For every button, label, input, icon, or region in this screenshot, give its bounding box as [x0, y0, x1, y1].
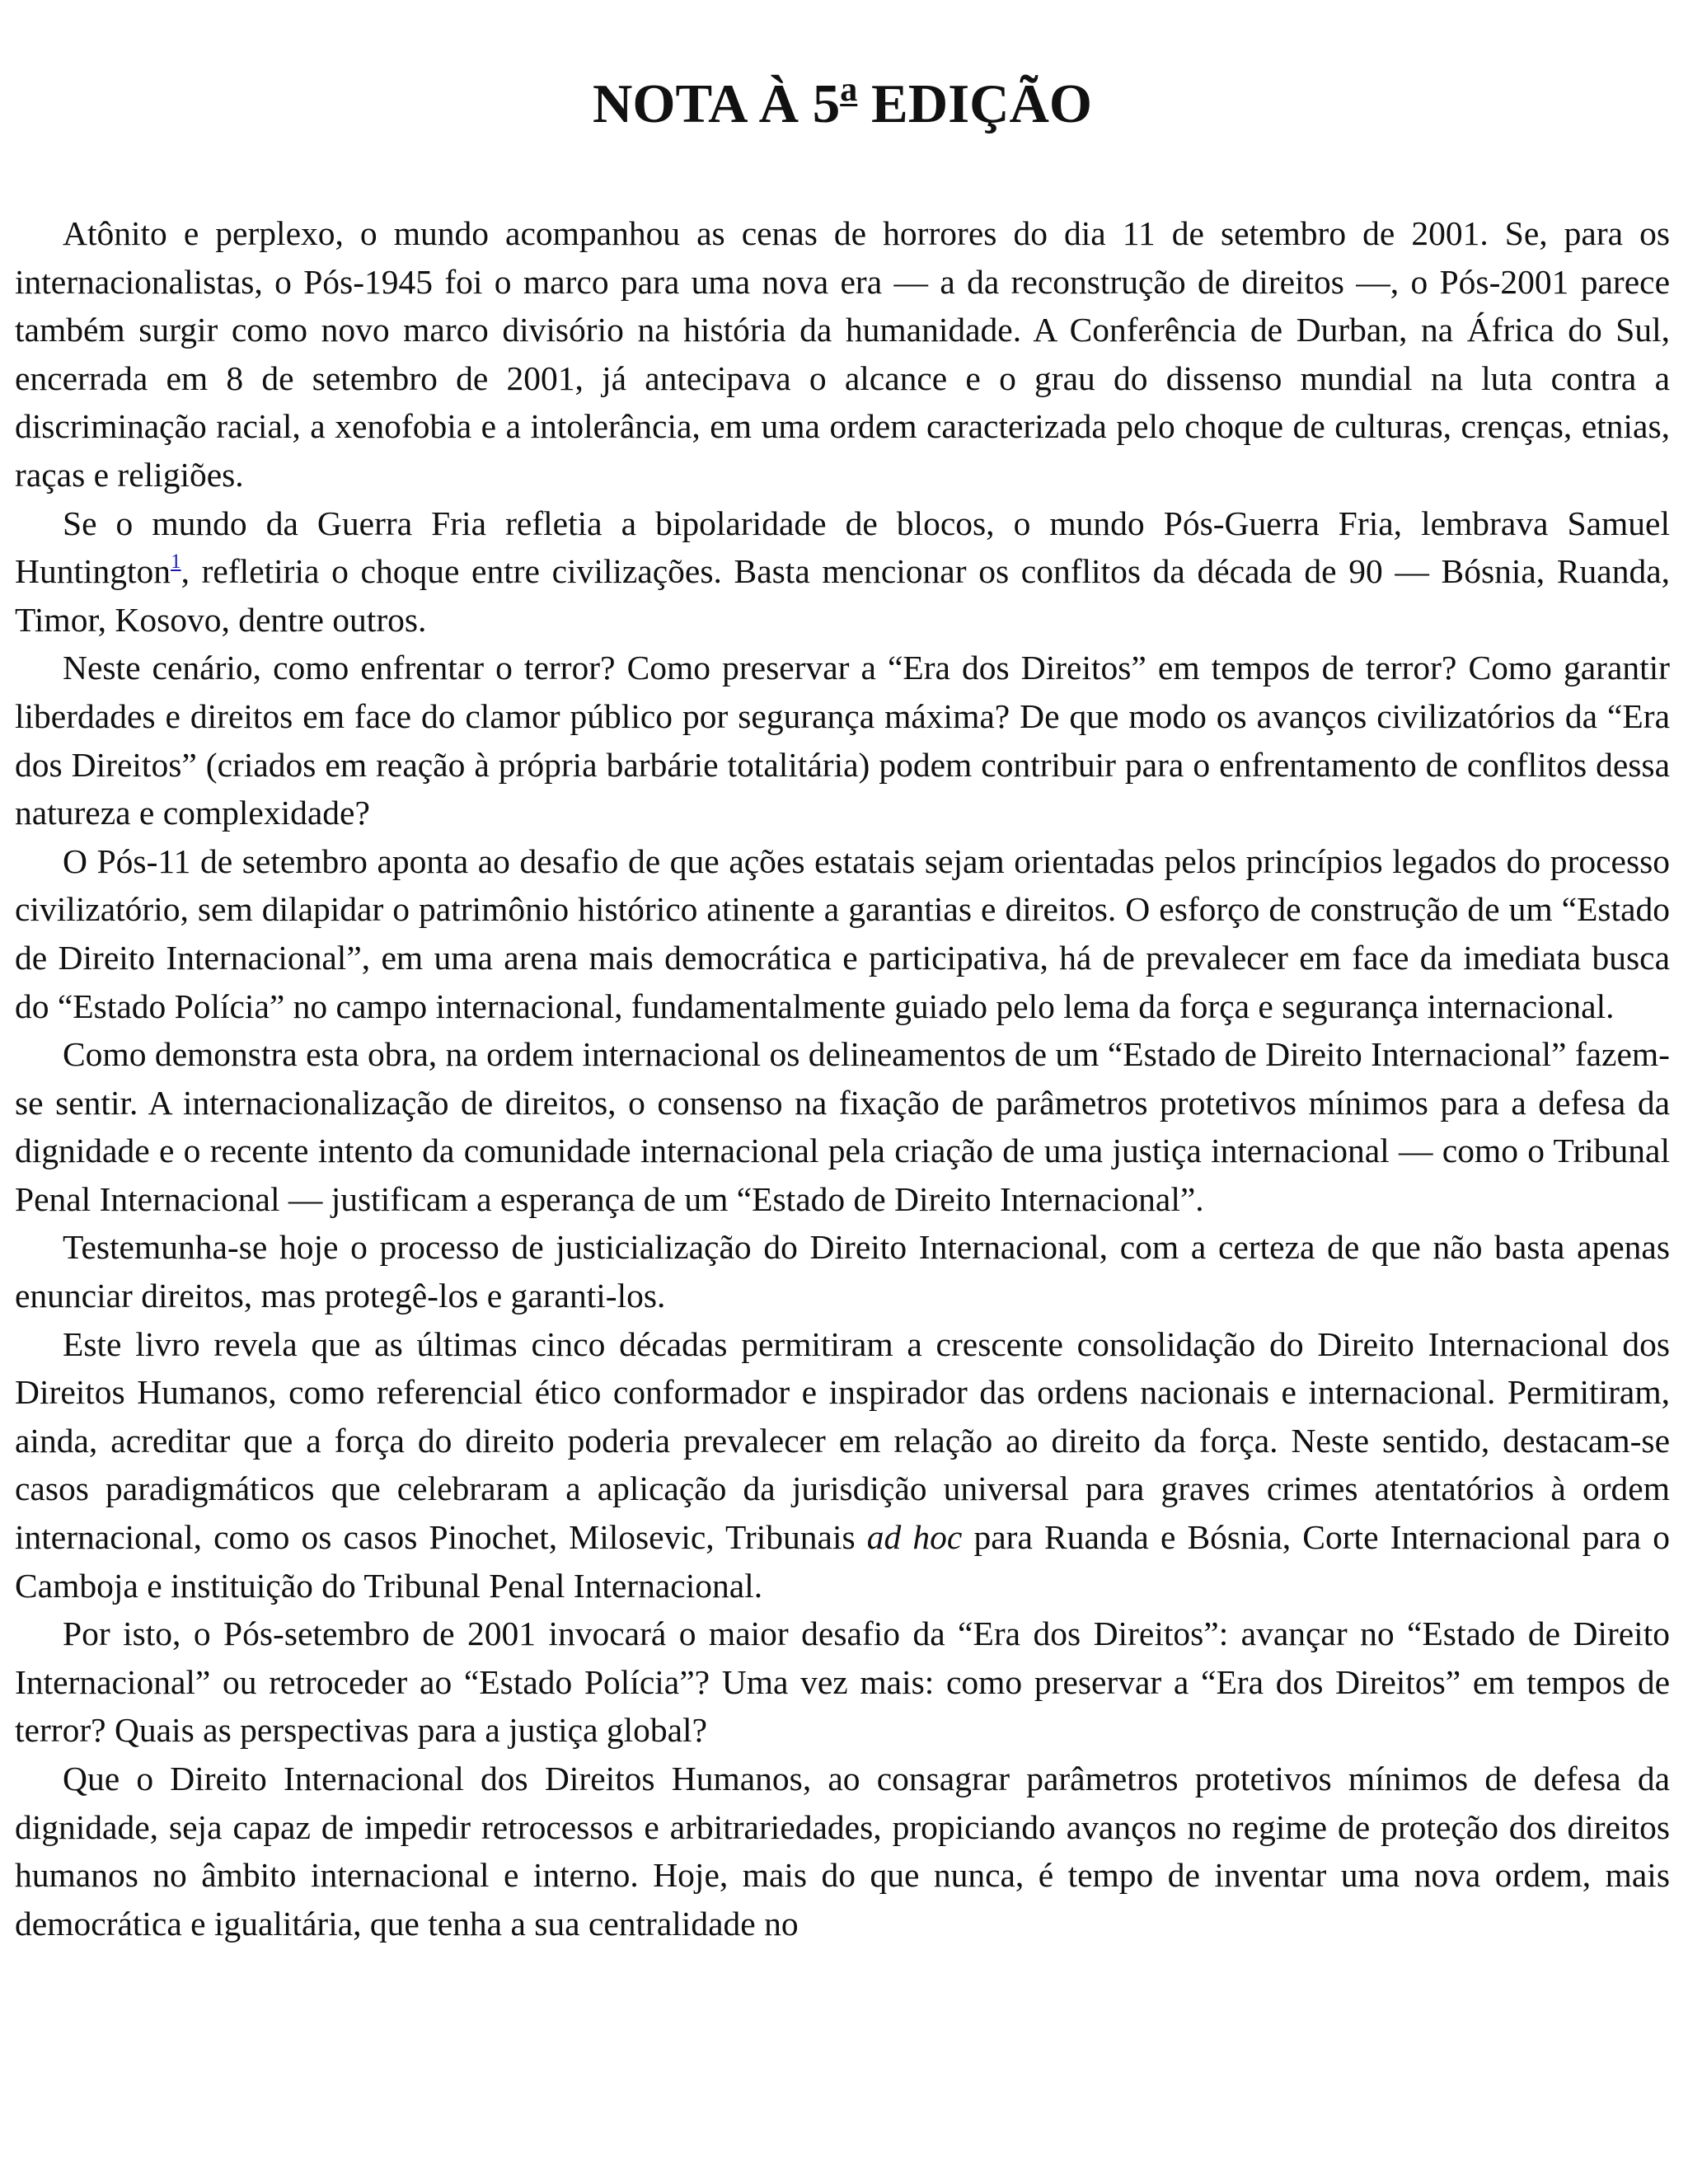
- paragraph-7-part-a: Este livro revela que as últimas cinco décadas permitiram a crescente consolidação do Direito Internacional dos Direitos Humanos, como referencial ético conformador e inspirador das ordens nacionais e internacional. Permitiram, ainda, acreditar que a força do direito poderia prevalecer em relação ao direito da força. Neste sentido, destacam-se casos paradigmáticos que celebraram a aplicação da jurisdição universal para graves crimes atentatórios à ordem internacional, como os casos Pinochet, Milosevic, Tribunais: [15, 1324, 1670, 1557]
- paragraph-7: [15, 1320, 1670, 1610]
- paragraph-8: Por isto, o Pós-setembro de 2001 invocará o maior desafio da “Era dos Direitos”: avançar no “Estado de Direito Internacional” ou retroceder ao “Estado Polícia”? Uma vez mais: como preservar a “Era dos Direitos” em tempos de terror? Quais as perspectivas para a justiça global?: [15, 1615, 1670, 1750]
- body-text: [15, 209, 1670, 1947]
- paragraph-3: Neste cenário, como enfrentar o terror? Como preservar a “Era dos Direitos” em tempos de terror? Como garantir liberdades e direitos em face do clamor público por segurança máxima? De que modo os avanços civilizatórios da “Era dos Direitos” (criados em reação à própria barbárie totalitária) podem contribuir para o enfrentamento de conflitos dessa natureza e complexidade?: [15, 649, 1670, 832]
- paragraph-4: O Pós-11 de setembro aponta ao desafio de que ações estatais sejam orientadas pelos princípios legados do processo civilizatório, sem dilapidar o patrimônio histórico atinente a garantias e direitos. O esforço de construção de um “Estado de Direito Internacional”, em uma arena mais democrática e participativa, há de prevalecer em face da imediata busca do “Estado Polícia” no campo internacional, fundamentalmente guiado pelo lema da força e segurança internacional.: [15, 841, 1670, 1025]
- page-title: [15, 71, 1670, 137]
- title-prefix: NOTA À 5: [592, 73, 841, 134]
- paragraph-7-italic: ad hoc: [866, 1518, 963, 1557]
- paragraph-7-part-b: para Ruanda e Bósnia, Corte Internacional para o Camboja e instituição do Tribunal Penal Internacional.: [15, 1518, 1670, 1605]
- title-suffix: EDIÇÃO: [857, 73, 1093, 134]
- footnote-link-1[interactable]: 1: [171, 551, 181, 574]
- page: [15, 0, 1670, 1947]
- paragraph-2: [15, 499, 1670, 644]
- paragraph-2-part-b: , refletiria o choque entre civilizações. Basta mencionar os conflitos da década de 90 — Bósnia, Ruanda, Timor, Kosovo, dentre outros.: [15, 552, 1670, 639]
- paragraph-5: Como demonstra esta obra, na ordem internacional os delineamentos de um “Estado de Direito Internacional” fazem-se sentir. A internacionalização de direitos, o consenso na fixação de parâmetros protetivos mínimos para a defesa da dignidade e o recente intento da comunidade internacional pela criação de uma justiça internacional — como o Tribunal Penal Internacional — justificam a esperança de um “Estado de Direito Internacional”.: [15, 1035, 1670, 1218]
- paragraph-6: Testemunha-se hoje o processo de justicialização do Direito Internacional, com a certeza de que não basta apenas enunciar direitos, mas protegê-los e garanti-los.: [15, 1228, 1670, 1315]
- paragraph-1: Atônito e perplexo, o mundo acompanhou as cenas de horrores do dia 11 de setembro de 2001. Se, para os internacionalistas, o Pós-1945 foi o marco para uma nova era — a da reconstrução de direitos —, o Pós-2001 parece também surgir como novo marco divisório na história da humanidade. A Conferência de Durban, na África do Sul, encerrada em 8 de setembro de 2001, já antecipava o alcance e o grau do dissenso mundial na luta contra a discriminação racial, a xenofobia e a intolerância, em uma ordem caracterizada pelo choque de culturas, crenças, etnias, raças e religiões.: [15, 214, 1670, 494]
- paragraph-2-part-a: Se o mundo da Guerra Fria refletia a bipolaridade de blocos, o mundo Pós-Guerra Fria, lembrava Samuel Huntington: [15, 504, 1670, 591]
- paragraph-9: Que o Direito Internacional dos Direitos Humanos, ao consagrar parâmetros protetivos mínimos de defesa da dignidade, seja capaz de impedir retrocessos e arbitrariedades, propiciando avanços no regime de proteção dos direitos humanos no âmbito internacional e interno. Hoje, mais do que nunca, é tempo de inventar uma nova ordem, mais democrática e igualitária, que tenha a sua centralidade no: [15, 1760, 1670, 1943]
- title-ordinal: a: [840, 71, 858, 109]
